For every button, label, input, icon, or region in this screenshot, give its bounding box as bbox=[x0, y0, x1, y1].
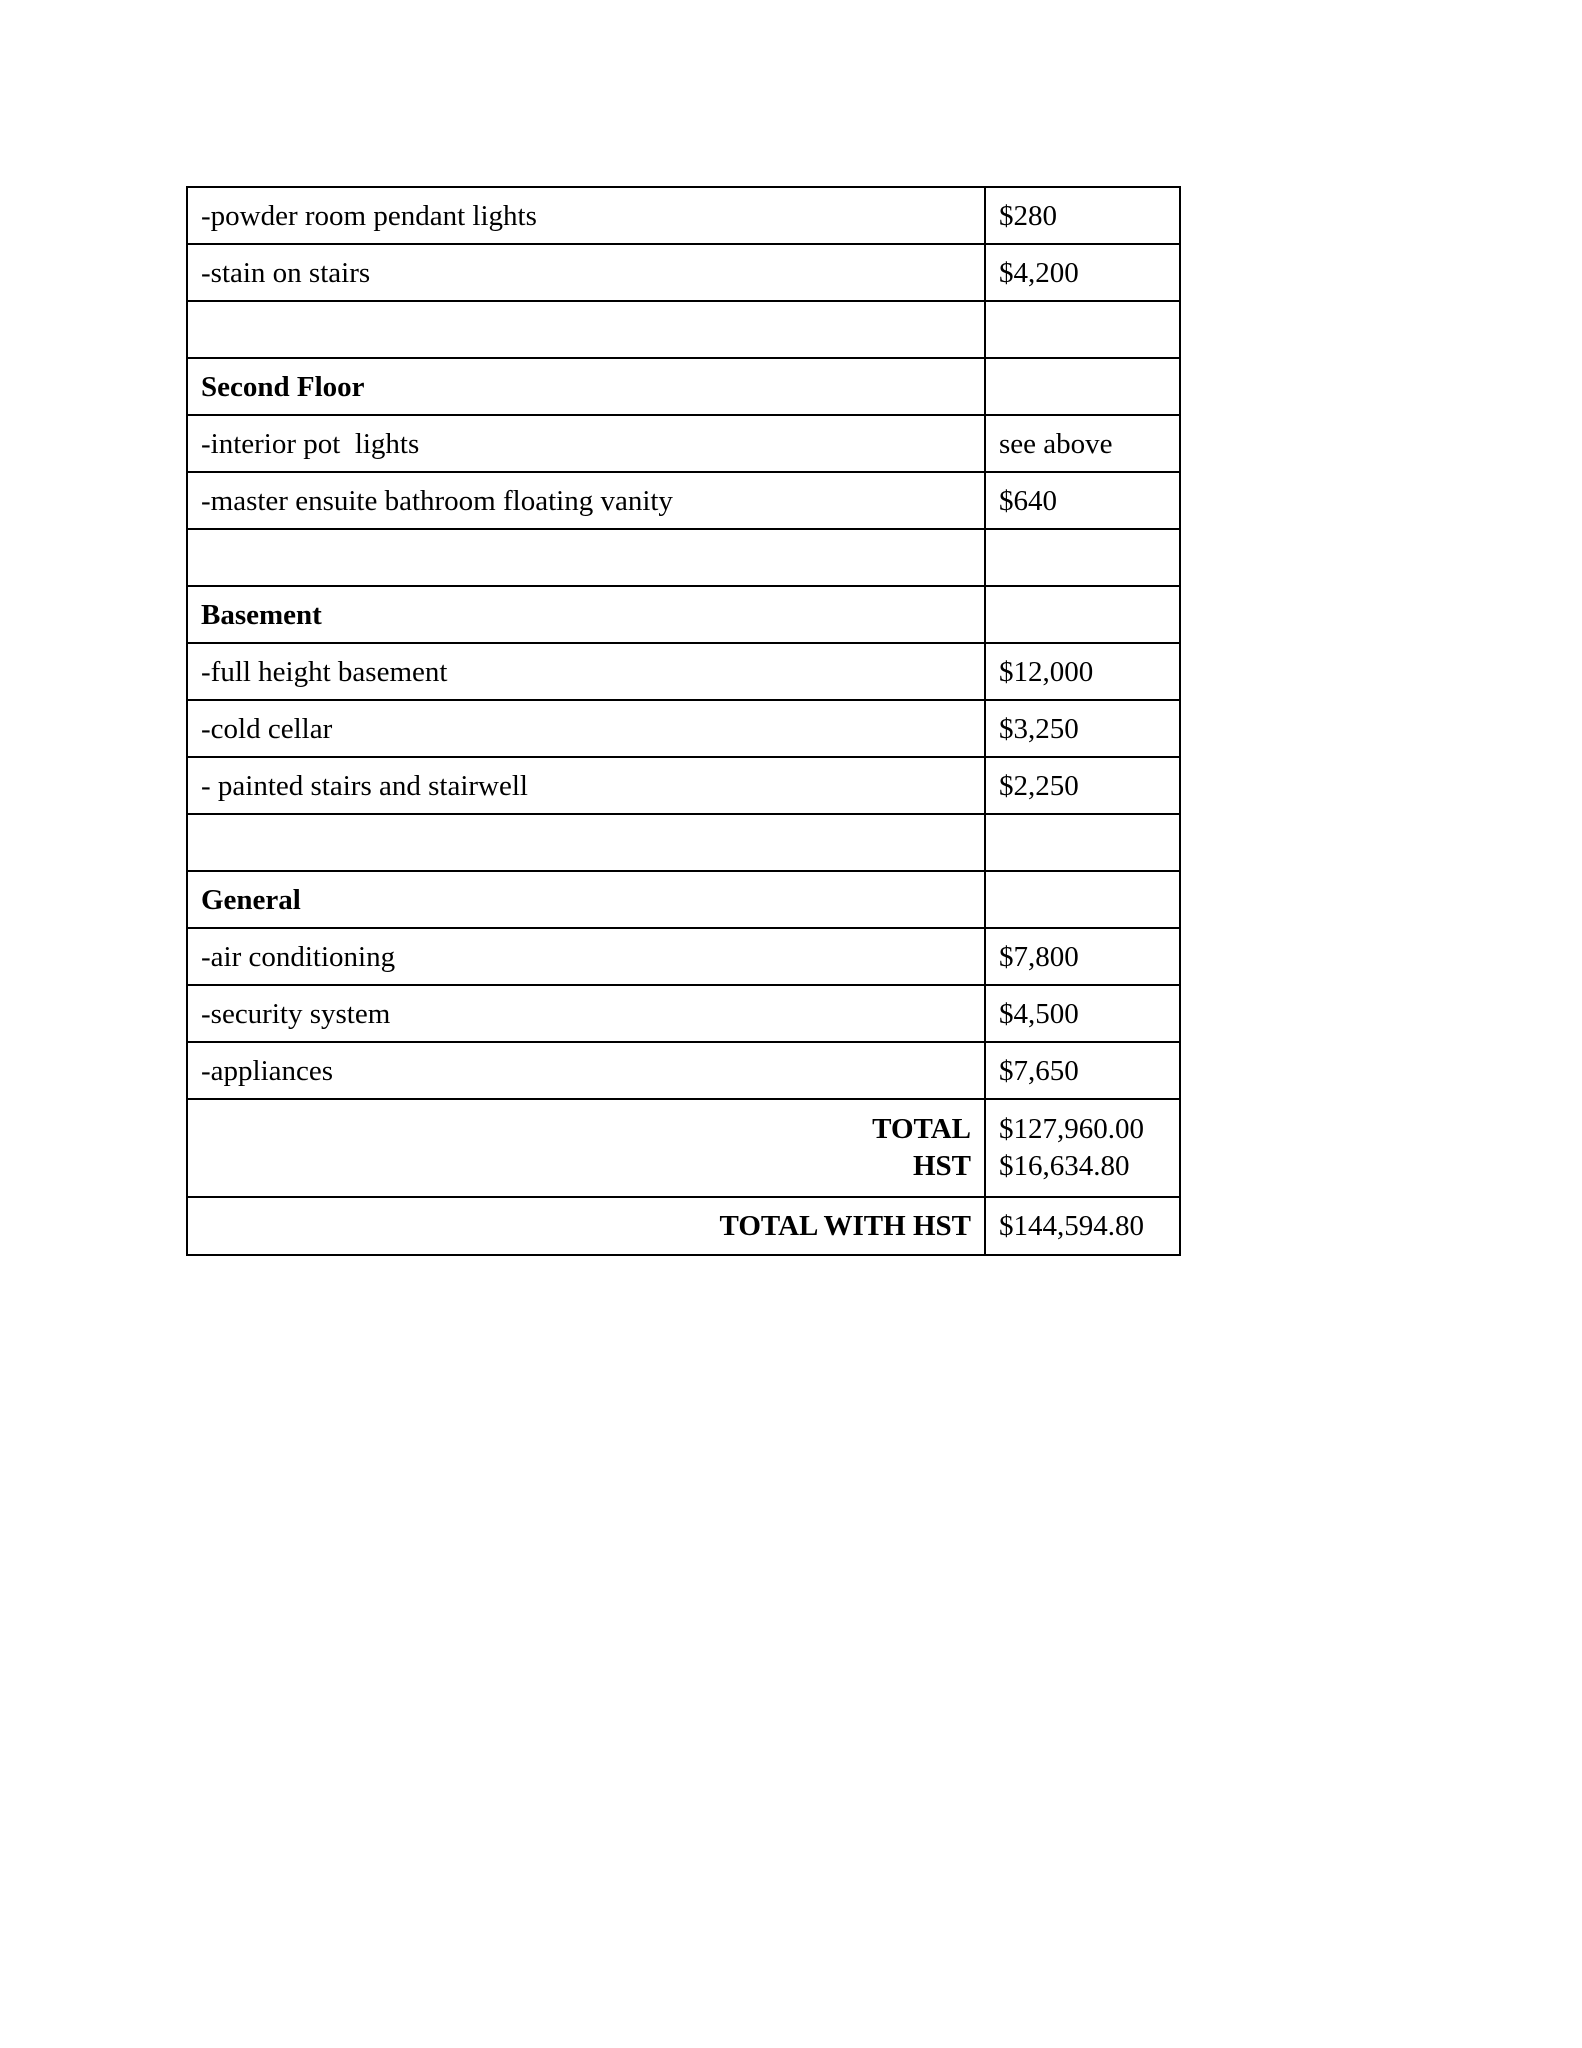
table-row bbox=[187, 928, 1180, 985]
item-amount bbox=[985, 814, 1180, 871]
item-amount: $7,650 bbox=[985, 1042, 1180, 1099]
table-row bbox=[187, 643, 1180, 700]
item-amount: $640 bbox=[985, 472, 1180, 529]
subtotal-row bbox=[187, 1099, 1180, 1197]
hst-value: $16,634.80 bbox=[999, 1150, 1130, 1182]
section-heading: General bbox=[187, 871, 985, 928]
item-amount: $280 bbox=[985, 187, 1180, 244]
section-row-general bbox=[187, 871, 1180, 928]
section-row-second-floor bbox=[187, 358, 1180, 415]
cost-sheet bbox=[186, 186, 1179, 1256]
item-description: -cold cellar bbox=[187, 700, 985, 757]
item-description bbox=[187, 814, 985, 871]
table-row bbox=[187, 757, 1180, 814]
item-amount bbox=[985, 358, 1180, 415]
item-description: -master ensuite bathroom floating vanity bbox=[187, 472, 985, 529]
item-description bbox=[187, 529, 985, 586]
item-description: -stain on stairs bbox=[187, 244, 985, 301]
table-row bbox=[187, 244, 1180, 301]
table-row bbox=[187, 1042, 1180, 1099]
item-amount: $3,250 bbox=[985, 700, 1180, 757]
item-description: -powder room pendant lights bbox=[187, 187, 985, 244]
item-amount: $4,200 bbox=[985, 244, 1180, 301]
section-heading: Basement bbox=[187, 586, 985, 643]
item-amount bbox=[985, 301, 1180, 358]
item-amount: $7,800 bbox=[985, 928, 1180, 985]
section-heading: Second Floor bbox=[187, 358, 985, 415]
table-row bbox=[187, 415, 1180, 472]
item-description: -security system bbox=[187, 985, 985, 1042]
spacer-row bbox=[187, 529, 1180, 586]
table-row bbox=[187, 700, 1180, 757]
hst-label: HST bbox=[912, 1150, 971, 1182]
grand-total-row bbox=[187, 1197, 1180, 1255]
subtotal-values bbox=[985, 1099, 1180, 1197]
total-label: TOTAL bbox=[872, 1113, 971, 1145]
item-amount bbox=[985, 871, 1180, 928]
item-description: -appliances bbox=[187, 1042, 985, 1099]
subtotal-labels bbox=[187, 1099, 985, 1197]
section-row-basement bbox=[187, 586, 1180, 643]
item-description: -interior pot lights bbox=[187, 415, 985, 472]
spacer-row bbox=[187, 814, 1180, 871]
table-row bbox=[187, 187, 1180, 244]
item-amount: $2,250 bbox=[985, 757, 1180, 814]
cost-table bbox=[186, 186, 1181, 1256]
item-description bbox=[187, 301, 985, 358]
spacer-row bbox=[187, 301, 1180, 358]
grand-total-value: $144,594.80 bbox=[985, 1197, 1180, 1255]
item-amount: $12,000 bbox=[985, 643, 1180, 700]
item-amount bbox=[985, 529, 1180, 586]
item-description: -air conditioning bbox=[187, 928, 985, 985]
grand-total-label: TOTAL WITH HST bbox=[187, 1197, 985, 1255]
table-row bbox=[187, 985, 1180, 1042]
item-amount: $4,500 bbox=[985, 985, 1180, 1042]
table-row bbox=[187, 472, 1180, 529]
item-description: -full height basement bbox=[187, 643, 985, 700]
total-value: $127,960.00 bbox=[999, 1113, 1144, 1145]
item-amount: see above bbox=[985, 415, 1180, 472]
item-amount bbox=[985, 586, 1180, 643]
item-description: - painted stairs and stairwell bbox=[187, 757, 985, 814]
